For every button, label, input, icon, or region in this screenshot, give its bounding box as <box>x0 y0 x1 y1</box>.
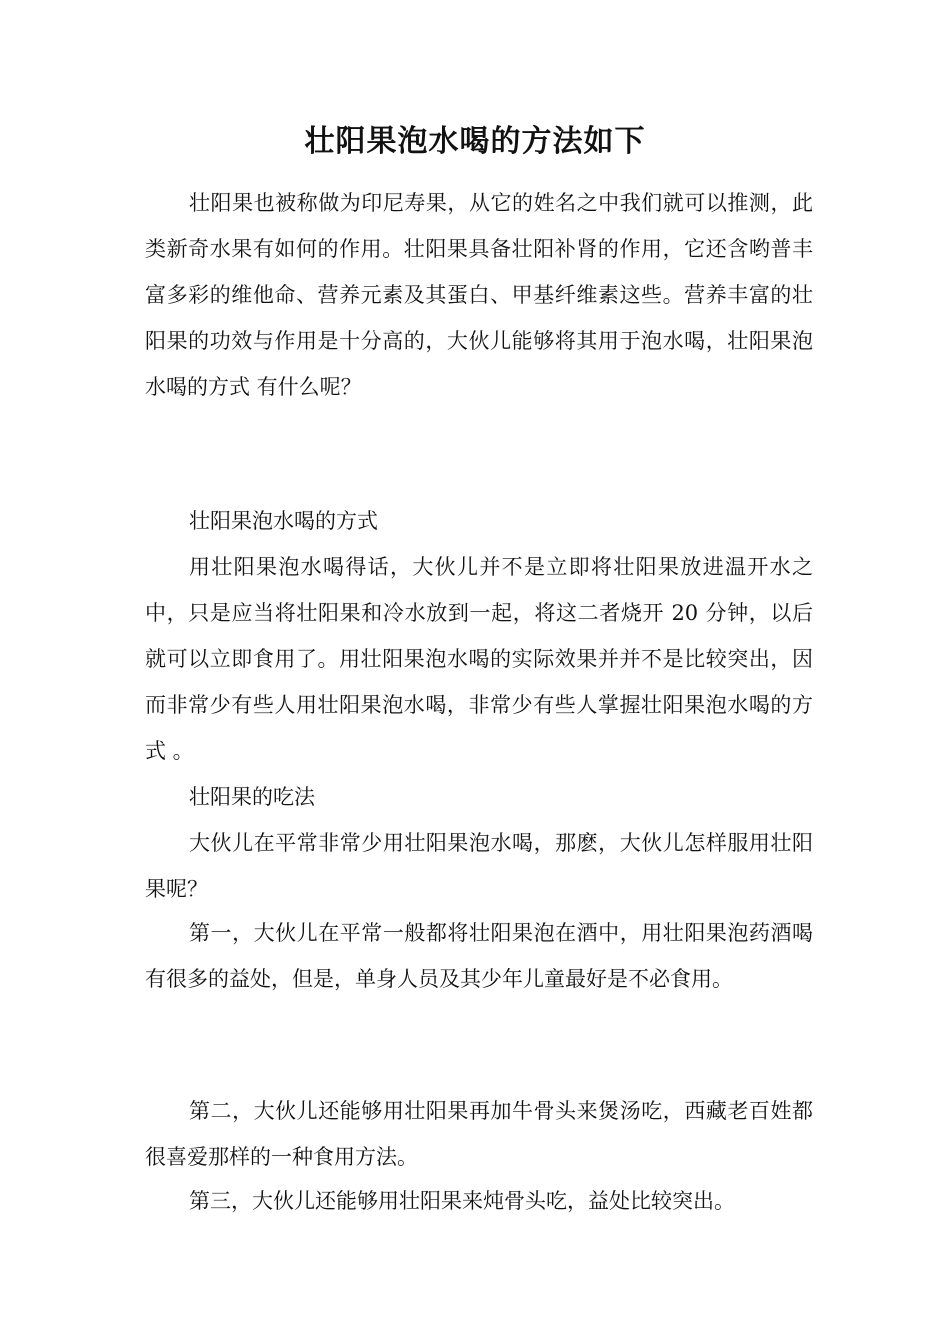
document-title: 壮阳果泡水喝的方法如下 <box>304 124 646 159</box>
point-three-paragraph: 第三，大伙儿还能够用壮阳果来炖骨头吃，益处比较突出。 <box>189 1189 735 1213</box>
intro-paragraph: 壮阳果也被称做为印尼寿果，从它的姓名之中我们就可以推测，此类新奇水果有如何的作用。壮阳果具备壮阳补肾的作用，它还含哟普丰富多彩的维他命、营养元素及其蛋白、甲基纤维素这些。营养丰富的壮阳果的功效与作用是十分高的，大伙儿能够将其用于泡水喝，壮阳果泡水喝的方式 有什么呢？ <box>145 191 813 399</box>
point-one-paragraph: 第一，大伙儿在平常一般都将壮阳果泡在酒中，用壮阳果泡药酒喝有很多的益处，但是，单身人员及其少年儿童最好是不必食用。 <box>145 921 813 991</box>
section-heading-brewing-method: 壮阳果泡水喝的方式 <box>189 509 378 533</box>
brewing-method-paragraph: 用壮阳果泡水喝得话，大伙儿并不是立即将壮阳果放进温开水之中，只是应当将壮阳果和冷水放到一起，将这二者烧开 20 分钟，以后就可以立即食用了。用壮阳果泡水喝的实际效果并并不是比较突出，因而非常少有些人用壮阳果泡水喝，非常少有些人掌握壮阳果泡水喝的方式 。 <box>145 555 813 763</box>
section-heading-eating-method: 壮阳果的吃法 <box>189 785 315 809</box>
point-two-paragraph: 第二，大伙儿还能够用壮阳果再加牛骨头来煲汤吃，西藏老百姓都很喜爱那样的一种食用方法。 <box>145 1099 813 1169</box>
eating-method-paragraph: 大伙儿在平常非常少用壮阳果泡水喝，那麽，大伙儿怎样服用壮阳果呢？ <box>145 831 813 901</box>
